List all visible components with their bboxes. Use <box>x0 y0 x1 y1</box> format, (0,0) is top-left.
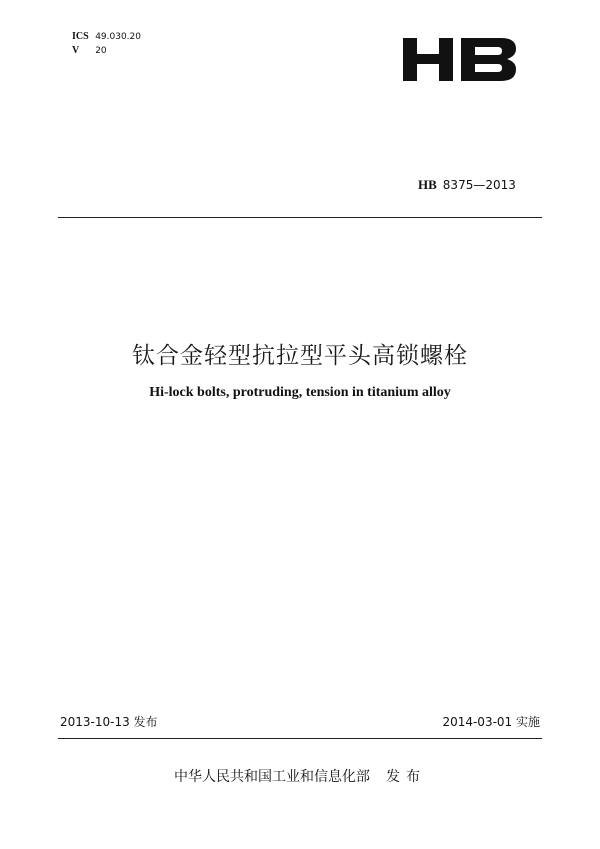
title-english: Hi-lock bolts, protruding, tension in titanium alloy <box>149 385 451 400</box>
issuer <box>0 766 600 786</box>
ics-label: ICS <box>72 31 89 42</box>
hb-logo <box>403 38 516 81</box>
class-value: 20 <box>95 46 107 56</box>
bottom-divider <box>58 738 542 739</box>
effective-date: 2014-03-01 实施 <box>442 715 540 729</box>
standard-prefix: HB <box>418 177 437 192</box>
issue-date: 2013-10-13 发布 <box>60 715 158 729</box>
class-label: V <box>72 45 80 56</box>
classification-block <box>72 30 141 58</box>
standard-number <box>418 177 516 193</box>
class-row <box>72 44 141 58</box>
standard-code: 8375—2013 <box>442 178 516 192</box>
ics-row <box>72 30 141 44</box>
title-chinese: 钛合金轻型抗拉型平头高锁螺栓 <box>132 343 468 369</box>
issuer-verb: 发布 <box>386 769 426 785</box>
ics-value: 49.030.20 <box>95 32 141 42</box>
top-divider <box>58 217 542 218</box>
issuer-name: 中华人民共和国工业和信息化部 <box>174 769 370 785</box>
